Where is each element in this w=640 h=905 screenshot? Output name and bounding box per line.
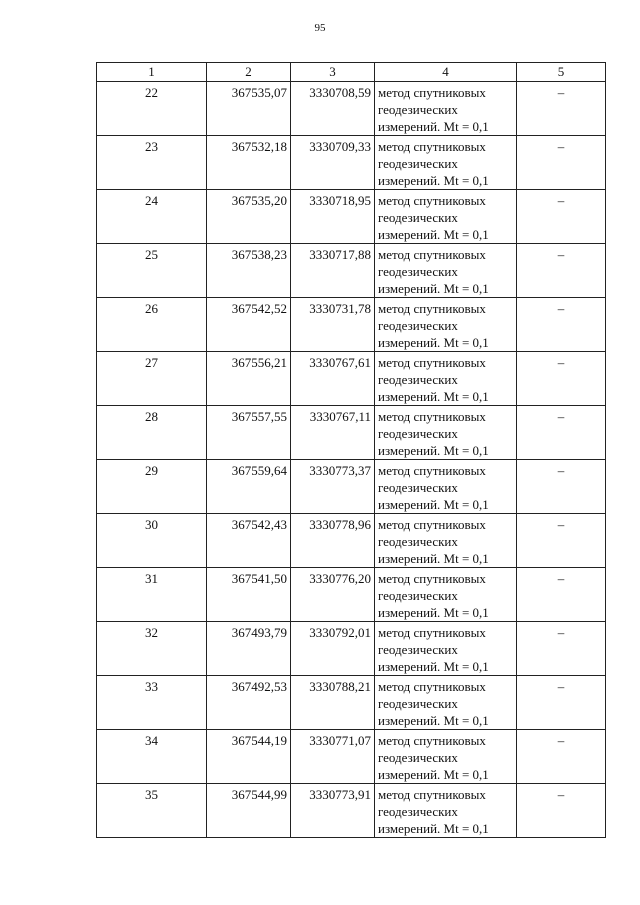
point-number-cell: 28 <box>97 406 207 460</box>
y-coordinate-cell: 3330778,96 <box>291 514 375 568</box>
table-row <box>97 676 606 730</box>
header-col-5: 5 <box>517 63 606 82</box>
method-line: геодезических <box>378 696 458 711</box>
x-coordinate-cell: 367556,21 <box>207 352 291 406</box>
table-row <box>97 784 606 838</box>
point-number-cell: 25 <box>97 244 207 298</box>
method-cell <box>375 784 517 838</box>
y-coordinate-cell: 3330708,59 <box>291 82 375 136</box>
table-row <box>97 622 606 676</box>
table-row <box>97 352 606 406</box>
column-5-cell: – <box>517 676 606 730</box>
header-col-2: 2 <box>207 63 291 82</box>
method-cell <box>375 622 517 676</box>
y-coordinate-cell: 3330773,37 <box>291 460 375 514</box>
header-row <box>97 63 606 82</box>
point-number-cell: 26 <box>97 298 207 352</box>
x-coordinate-cell: 367559,64 <box>207 460 291 514</box>
column-5-cell: – <box>517 352 606 406</box>
method-line: метод спутниковых <box>378 355 486 370</box>
column-5-cell: – <box>517 136 606 190</box>
header-col-3: 3 <box>291 63 375 82</box>
method-line: измерений. Mt = 0,1 <box>378 389 489 404</box>
x-coordinate-cell: 367492,53 <box>207 676 291 730</box>
x-coordinate-cell: 367535,07 <box>207 82 291 136</box>
method-cell <box>375 514 517 568</box>
column-5-cell: – <box>517 244 606 298</box>
method-line: метод спутниковых <box>378 733 486 748</box>
method-line: измерений. Mt = 0,1 <box>378 335 489 350</box>
y-coordinate-cell: 3330776,20 <box>291 568 375 622</box>
method-line: измерений. Mt = 0,1 <box>378 821 489 836</box>
y-coordinate-cell: 3330767,11 <box>291 406 375 460</box>
y-coordinate-cell: 3330717,88 <box>291 244 375 298</box>
method-cell <box>375 190 517 244</box>
method-line: измерений. Mt = 0,1 <box>378 119 489 134</box>
method-line: измерений. Mt = 0,1 <box>378 281 489 296</box>
method-line: метод спутниковых <box>378 193 486 208</box>
method-line: метод спутниковых <box>378 463 486 478</box>
table-header <box>97 63 606 82</box>
method-line: метод спутниковых <box>378 787 486 802</box>
table-row <box>97 190 606 244</box>
y-coordinate-cell: 3330773,91 <box>291 784 375 838</box>
table-row <box>97 568 606 622</box>
x-coordinate-cell: 367532,18 <box>207 136 291 190</box>
y-coordinate-cell: 3330731,78 <box>291 298 375 352</box>
method-cell <box>375 406 517 460</box>
point-number-cell: 32 <box>97 622 207 676</box>
method-line: геодезических <box>378 534 458 549</box>
header-col-4: 4 <box>375 63 517 82</box>
method-cell <box>375 460 517 514</box>
method-line: измерений. Mt = 0,1 <box>378 551 489 566</box>
point-number-cell: 33 <box>97 676 207 730</box>
method-line: измерений. Mt = 0,1 <box>378 659 489 674</box>
method-line: метод спутниковых <box>378 139 486 154</box>
table-body <box>97 82 606 838</box>
table-row <box>97 730 606 784</box>
point-number-cell: 24 <box>97 190 207 244</box>
point-number-cell: 31 <box>97 568 207 622</box>
method-line: геодезических <box>378 642 458 657</box>
method-line: геодезических <box>378 210 458 225</box>
method-line: измерений. Mt = 0,1 <box>378 713 489 728</box>
x-coordinate-cell: 367542,52 <box>207 298 291 352</box>
method-line: метод спутниковых <box>378 679 486 694</box>
method-line: геодезических <box>378 156 458 171</box>
method-cell <box>375 676 517 730</box>
column-5-cell: – <box>517 784 606 838</box>
method-line: метод спутниковых <box>378 625 486 640</box>
column-5-cell: – <box>517 460 606 514</box>
y-coordinate-cell: 3330771,07 <box>291 730 375 784</box>
header-col-1: 1 <box>97 63 207 82</box>
method-line: геодезических <box>378 264 458 279</box>
x-coordinate-cell: 367542,43 <box>207 514 291 568</box>
method-line: геодезических <box>378 372 458 387</box>
y-coordinate-cell: 3330767,61 <box>291 352 375 406</box>
method-line: геодезических <box>378 588 458 603</box>
method-line: геодезических <box>378 480 458 495</box>
method-line: метод спутниковых <box>378 247 486 262</box>
method-line: метод спутниковых <box>378 409 486 424</box>
column-5-cell: – <box>517 406 606 460</box>
column-5-cell: – <box>517 622 606 676</box>
table-row <box>97 406 606 460</box>
method-line: измерений. Mt = 0,1 <box>378 497 489 512</box>
table-row <box>97 460 606 514</box>
method-cell <box>375 352 517 406</box>
point-number-cell: 22 <box>97 82 207 136</box>
method-line: геодезических <box>378 318 458 333</box>
column-5-cell: – <box>517 190 606 244</box>
method-line: метод спутниковых <box>378 517 486 532</box>
column-5-cell: – <box>517 730 606 784</box>
y-coordinate-cell: 3330792,01 <box>291 622 375 676</box>
method-cell <box>375 82 517 136</box>
page-number: 95 <box>314 22 326 34</box>
method-cell <box>375 568 517 622</box>
y-coordinate-cell: 3330709,33 <box>291 136 375 190</box>
method-cell <box>375 244 517 298</box>
x-coordinate-cell: 367493,79 <box>207 622 291 676</box>
table-row <box>97 136 606 190</box>
method-line: измерений. Mt = 0,1 <box>378 227 489 242</box>
point-number-cell: 35 <box>97 784 207 838</box>
column-5-cell: – <box>517 298 606 352</box>
point-number-cell: 30 <box>97 514 207 568</box>
y-coordinate-cell: 3330788,21 <box>291 676 375 730</box>
table-row <box>97 298 606 352</box>
table-row <box>97 82 606 136</box>
x-coordinate-cell: 367538,23 <box>207 244 291 298</box>
point-number-cell: 34 <box>97 730 207 784</box>
point-number-cell: 27 <box>97 352 207 406</box>
method-line: измерений. Mt = 0,1 <box>378 767 489 782</box>
y-coordinate-cell: 3330718,95 <box>291 190 375 244</box>
method-line: геодезических <box>378 804 458 819</box>
point-number-cell: 23 <box>97 136 207 190</box>
column-5-cell: – <box>517 82 606 136</box>
column-5-cell: – <box>517 514 606 568</box>
method-line: метод спутниковых <box>378 301 486 316</box>
method-cell <box>375 730 517 784</box>
table-row <box>97 244 606 298</box>
x-coordinate-cell: 367541,50 <box>207 568 291 622</box>
x-coordinate-cell: 367544,99 <box>207 784 291 838</box>
x-coordinate-cell: 367535,20 <box>207 190 291 244</box>
method-cell <box>375 298 517 352</box>
method-line: измерений. Mt = 0,1 <box>378 173 489 188</box>
coordinates-table <box>96 62 606 838</box>
method-line: измерений. Mt = 0,1 <box>378 605 489 620</box>
method-cell <box>375 136 517 190</box>
table-row <box>97 514 606 568</box>
method-line: метод спутниковых <box>378 85 486 100</box>
method-line: геодезических <box>378 102 458 117</box>
method-line: измерений. Mt = 0,1 <box>378 443 489 458</box>
method-line: геодезических <box>378 426 458 441</box>
point-number-cell: 29 <box>97 460 207 514</box>
column-5-cell: – <box>517 568 606 622</box>
x-coordinate-cell: 367544,19 <box>207 730 291 784</box>
x-coordinate-cell: 367557,55 <box>207 406 291 460</box>
method-line: геодезических <box>378 750 458 765</box>
method-line: метод спутниковых <box>378 571 486 586</box>
